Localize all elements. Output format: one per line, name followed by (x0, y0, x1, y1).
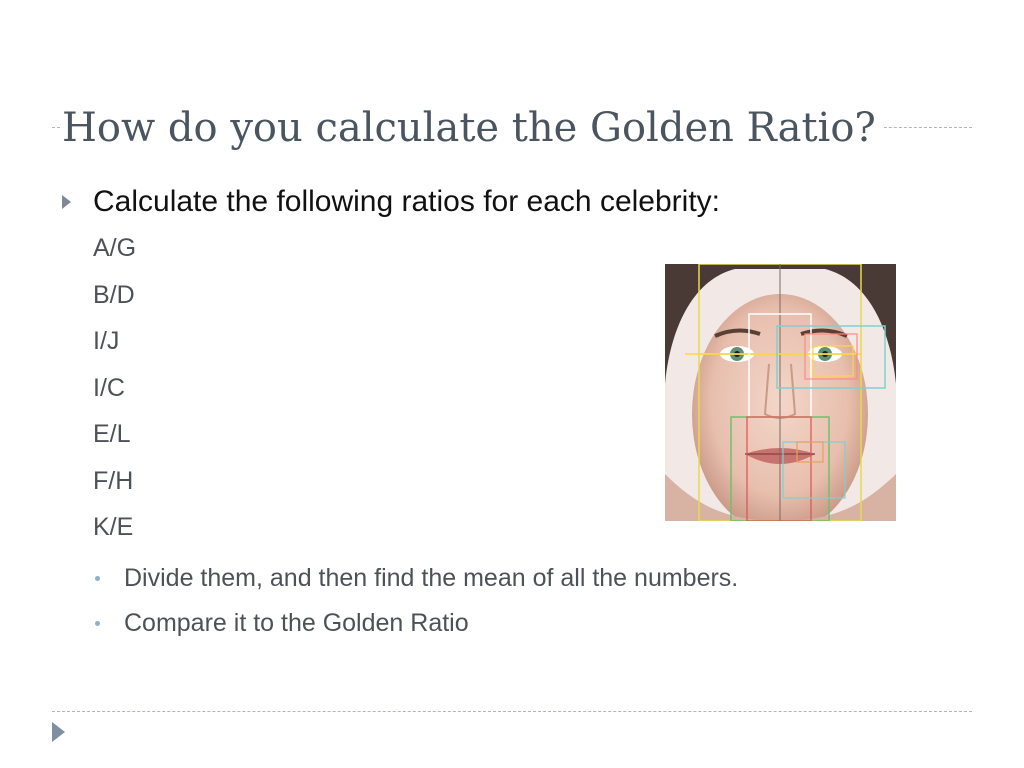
ratio-item: I/C (93, 373, 125, 402)
sub-bullet-list (93, 556, 738, 646)
sub-bullet (93, 556, 738, 601)
main-bullet-text: Calculate the following ratios for each celebrity: (93, 185, 720, 218)
ratio-item: E/L (93, 420, 131, 448)
sub-bullet (93, 601, 738, 646)
ratio-item: K/E (93, 513, 134, 541)
ratio-item: I/J (93, 327, 120, 355)
ratio-list (93, 228, 136, 554)
main-bullet (62, 182, 720, 222)
slide-title: How do you calculate the Golden Ratio? (62, 100, 884, 156)
sub-bullet-text: Compare it to the Golden Ratio (124, 609, 469, 637)
ratio-item: B/D (93, 280, 135, 309)
triangle-bullet-icon (62, 195, 71, 209)
ratio-item: A/G (93, 234, 137, 262)
play-arrow-icon[interactable] (52, 722, 65, 742)
ratio-item: F/H (93, 466, 134, 495)
dot-icon (95, 621, 100, 626)
dot-icon (95, 576, 100, 581)
golden-ratio-face-image (665, 264, 896, 521)
sub-bullet-text: Divide them, and then find the mean of all the numbers. (124, 564, 739, 592)
bottom-dashed-rule (52, 711, 972, 712)
